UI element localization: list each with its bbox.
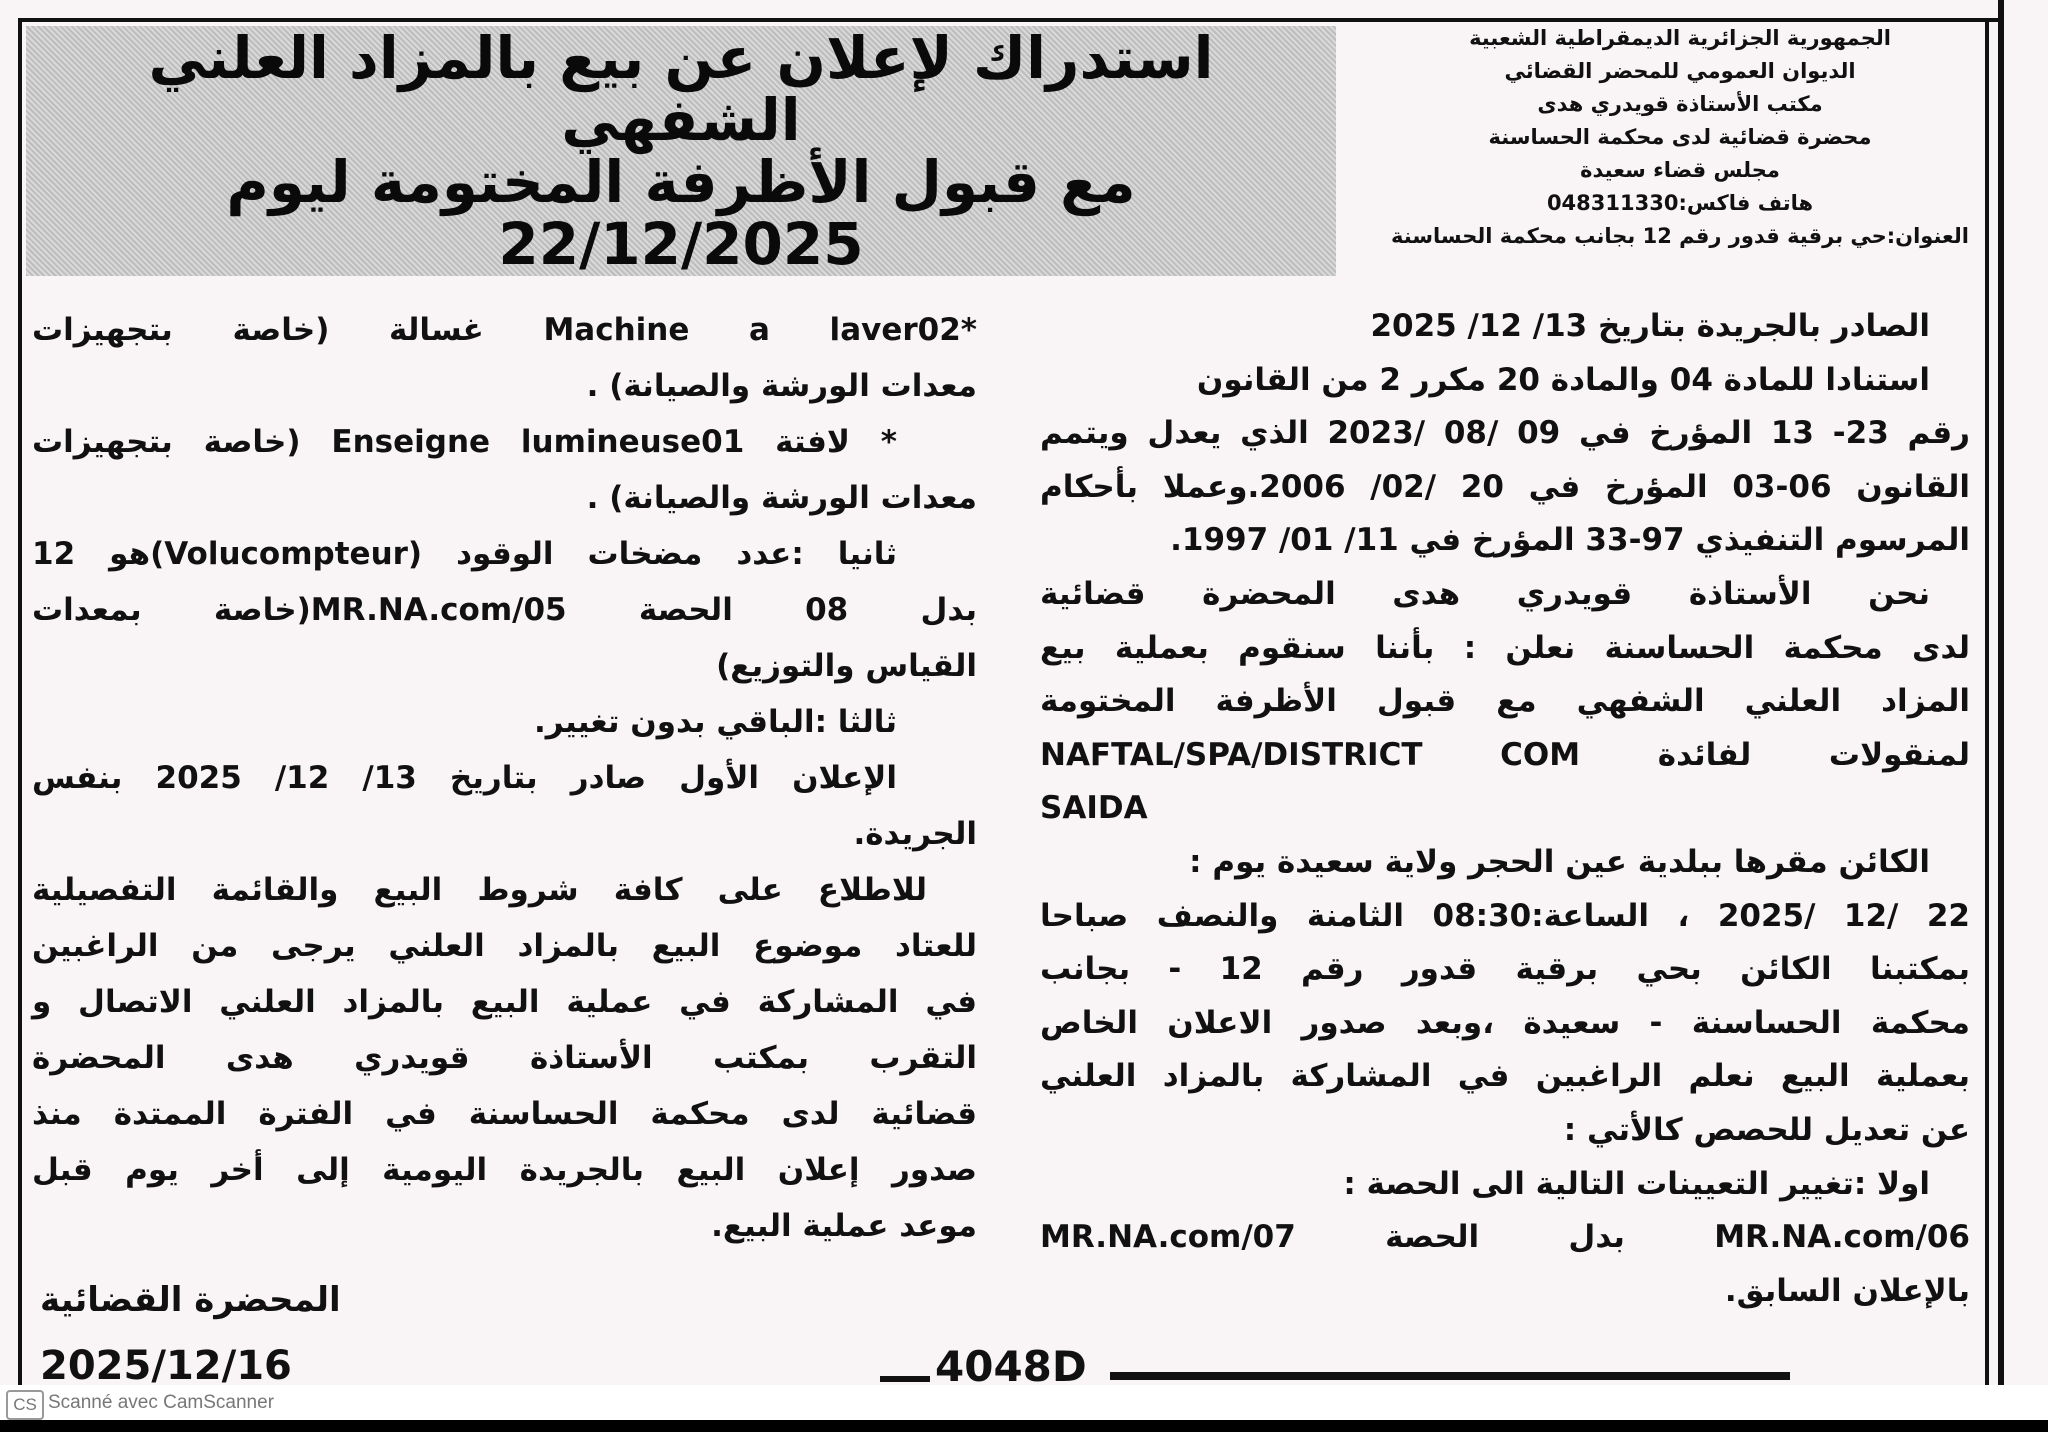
scanner-watermark-strip bbox=[0, 1385, 2048, 1420]
text-line: الصادر بالجريدة بتاريخ 13/ 12/ 2025 bbox=[1370, 308, 1930, 344]
text-line: بالإعلان السابق. bbox=[1724, 1272, 1970, 1309]
camscanner-watermark: Scanné avec CamScanner bbox=[48, 1392, 275, 1413]
page-edge-border bbox=[1998, 0, 2004, 1385]
text-line: المزاد العلني الشفهي مع قبول الأظرفة المختومة bbox=[1040, 683, 1970, 720]
text-line: في المشاركة في عملية البيع بالمزاد العلني الاتصال و bbox=[32, 984, 977, 1020]
text-line: الإعلان الأول صادر بتاريخ 13/ 12/ 2025 بنفس bbox=[32, 760, 897, 796]
ad-reference-code: 4048D bbox=[935, 1342, 1087, 1385]
title-banner bbox=[26, 26, 1336, 276]
text-line: قضائية لدى محكمة الحساسنة في الفترة الممتدة منذ bbox=[32, 1096, 977, 1132]
header-line: مكتب الأستاذة قويدري هدى bbox=[1537, 92, 1823, 116]
text-line: 22 /12 /2025 ، الساعة:08:30 الثامنة والنصف صباحا bbox=[1040, 897, 1970, 934]
title-line-2: مع قبول الأظرفة المختومة ليوم 22/12/2025 bbox=[226, 148, 1136, 278]
notice-date: 2025/12/16 bbox=[40, 1343, 292, 1385]
text-line: الكائن مقرها ببلدية عين الحجر ولاية سعيدة يوم : bbox=[1189, 843, 1930, 880]
text-line: الجريدة. bbox=[853, 816, 977, 852]
text-line: * لافتة Enseigne lumineuse01 (خاصة بتجهيزات bbox=[32, 424, 898, 460]
text-line: للاطلاع على كافة شروط البيع والقائمة التفصيلية bbox=[32, 872, 927, 908]
text-line: اولا :تغيير التعيينات التالية الى الحصة : bbox=[1343, 1165, 1930, 1202]
text-line: رقم 23- 13 المؤرخ في 09 /08 /2023 الذي يعدل ويتمم bbox=[1040, 415, 1970, 452]
text-line: عن تعديل للحصص كالأتي : bbox=[1563, 1111, 1970, 1148]
text-line: بدل 08 الحصة MR.NA.com/05(خاصة بمعدات bbox=[32, 592, 977, 628]
text-line: بعملية البيع نعلم الراغبين في المشاركة بالمزاد العلني bbox=[1040, 1058, 1970, 1095]
text-line: محكمة الحساسنة - سعيدة ،وبعد صدور الاعلان الخاص bbox=[1040, 1004, 1970, 1041]
text-line: صدور إعلان البيع بالجريدة اليومية إلى أخر يوم قبل bbox=[32, 1152, 977, 1188]
text-line: للعتاد موضوع البيع بالمزاد العلني يرجى من الراغبين bbox=[32, 928, 977, 964]
camscanner-logo-icon: CS bbox=[6, 1390, 44, 1420]
frame-border-right bbox=[1985, 18, 1989, 1385]
text-line: المرسوم التنفيذي 97-33 المؤرخ في 11/ 01/ 1997. bbox=[1170, 522, 1970, 559]
text-line: القانون 06-03 المؤرخ في 20 /02/ 2006.وعملا بأحكام bbox=[1040, 468, 1970, 505]
text-line: موعد عملية البيع. bbox=[711, 1208, 977, 1244]
text-line: استنادا للمادة 04 والمادة 20 مكرر 2 من القانون bbox=[1196, 361, 1930, 398]
text-line: *Machine a laver02 غسالة (خاصة بتجهيزات bbox=[32, 312, 977, 348]
footer-rule-left bbox=[880, 1376, 930, 1382]
text-line: MR.NA.com/06 بدل الحصة MR.NA.com/07 bbox=[1040, 1219, 1970, 1256]
bailiff-office-header bbox=[1380, 22, 1980, 267]
text-line: التقرب بمكتب الأستاذة قويدري هدى المحضرة bbox=[32, 1040, 977, 1076]
text-line: SAIDA bbox=[1040, 790, 1148, 827]
text-line: بمكتبنا الكائن بحي برقية قدور رقم 12 - بجانب bbox=[1040, 951, 1970, 988]
header-line: مجلس قضاء سعيدة bbox=[1580, 158, 1780, 182]
header-line: هاتف فاكس:048311330 bbox=[1546, 191, 1814, 215]
footer-rule bbox=[1110, 1372, 1790, 1380]
left-text-column bbox=[32, 302, 977, 1385]
text-line: معدات الورشة والصيانة) . bbox=[586, 368, 977, 404]
text-line: ثانيا :عدد مضخات الوقود (Volucompteur)هو 12 bbox=[32, 536, 897, 572]
header-line: محضرة قضائية لدى محكمة الحساسنة bbox=[1488, 125, 1872, 149]
frame-border-left bbox=[18, 18, 22, 1385]
text-line: ثالثا :الباقي بدون تغيير. bbox=[534, 704, 897, 740]
text-line: لدى محكمة الحساسنة نعلن : بأننا سنقوم بعملية بيع bbox=[1040, 629, 1970, 666]
bottom-black-bar bbox=[0, 1420, 2048, 1432]
header-line: العنوان:حي برقية قدور رقم 12 بجانب محكمة الحساسنة bbox=[1391, 224, 1969, 248]
header-line: الديوان العمومي للمحضر القضائي bbox=[1504, 59, 1856, 83]
text-line: القياس والتوزيع) bbox=[716, 648, 977, 684]
title-line-1: استدراك لإعلان عن بيع بالمزاد العلني الشفهي bbox=[148, 24, 1214, 154]
text-line: معدات الورشة والصيانة) . bbox=[586, 480, 977, 516]
header-line: الجمهورية الجزائرية الديمقراطية الشعبية bbox=[1469, 26, 1891, 50]
text-line: لمنقولات لفائدة NAFTAL/SPA/DISTRICT COM bbox=[1040, 736, 1970, 773]
text-line: نحن الأستاذة قويدري هدى المحضرة قضائية bbox=[1040, 575, 1930, 612]
signature-title: المحضرة القضائية bbox=[40, 1280, 341, 1320]
right-text-column bbox=[1040, 300, 1970, 1318]
